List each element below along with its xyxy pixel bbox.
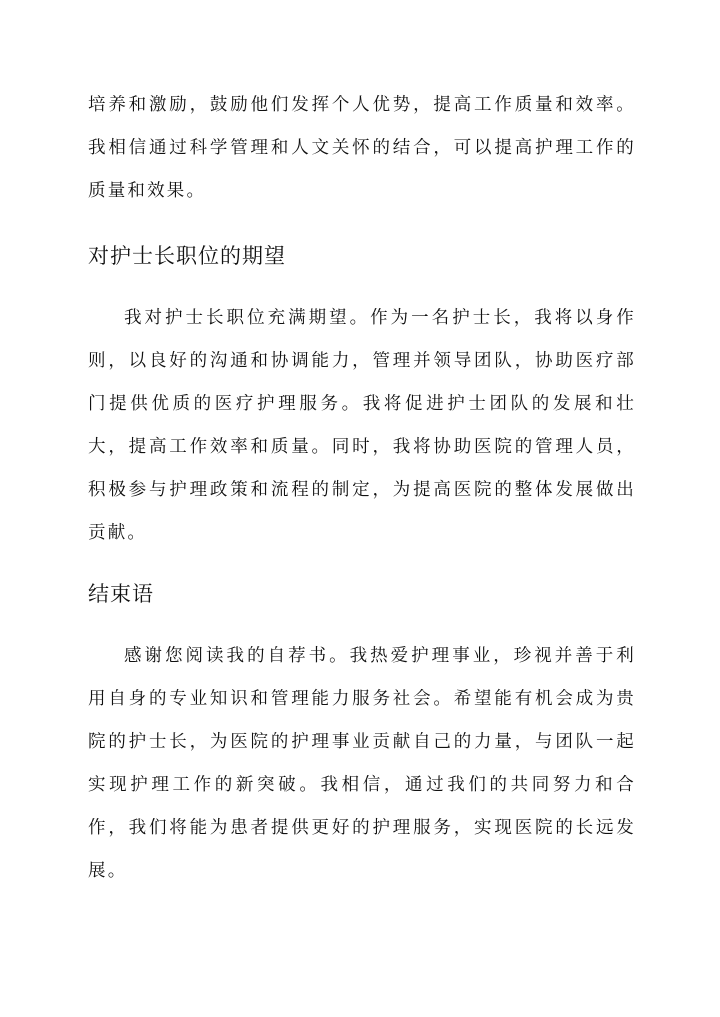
document-page xyxy=(88,84,636,893)
section-heading-conclusion: 结束语 xyxy=(88,582,154,606)
body-paragraph: 培养和激励，鼓励他们发挥个人优势，提高工作质量和效率。我相信通过科学管理和人文关怀的结合，可以提高护理工作的质量和效果。 xyxy=(88,95,636,201)
section-heading-expectations: 对护士长职位的期望 xyxy=(88,244,286,268)
body-paragraph-expectations: 我对护士长职位充满期望。作为一名护士长，我将以身作则，以良好的沟通和协调能力，管理并领导团队，协助医疗部门提供优质的医疗护理服务。我将促进护士团队的发展和壮大，提高工作效率和质量。同时，我将协助医院的管理人员，积极参与护理政策和流程的制定，为提高医院的整体发展做出贡献。 xyxy=(88,308,636,543)
body-paragraph-conclusion: 感谢您阅读我的自荐书。我热爱护理事业，珍视并善于利用自身的专业知识和管理能力服务社会。希望能有机会成为贵院的护士长，为医院的护理事业贡献自己的力量，与团队一起实现护理工作的新突破。我相信，通过我们的共同努力和合作，我们将能为患者提供更好的护理服务，实现医院的长远发展。 xyxy=(88,646,636,881)
